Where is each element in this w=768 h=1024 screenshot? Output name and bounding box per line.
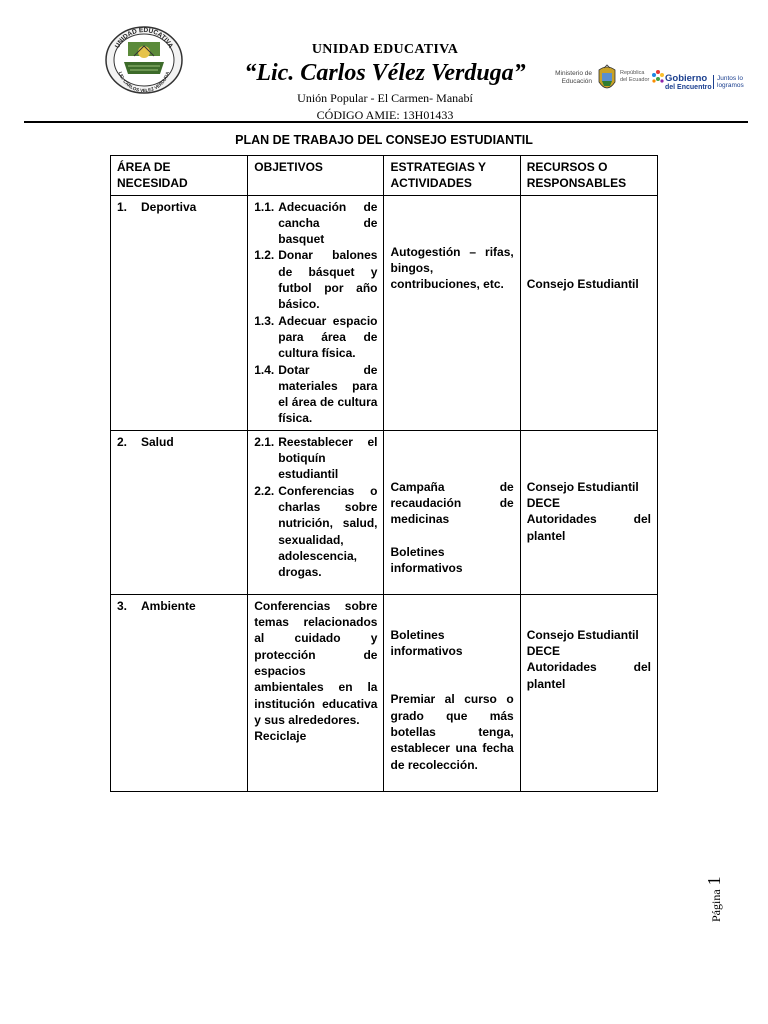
school-amie-code: CÓDIGO AMIE: 13H01433 xyxy=(316,108,454,122)
page-label: Página xyxy=(709,889,723,922)
page-number xyxy=(704,876,725,922)
header-divider xyxy=(24,121,748,123)
area-cell xyxy=(111,594,248,791)
resources-cell xyxy=(520,195,657,430)
strategy-text: Autogestión – rifas, bingos, contribuciones, etc. xyxy=(390,244,514,292)
ministerio-label: Ministerio de Educación xyxy=(555,70,592,85)
strategy-text: Premiar al curso o grado que más botellas tenga, establecer una fecha de recolección. xyxy=(390,692,514,772)
resource-text: Autoridades del plantel xyxy=(526,660,651,691)
gobierno-star-icon xyxy=(651,66,665,96)
objective-item: 1.2. Donar balones de básquet y futbol por año básico. xyxy=(254,248,378,312)
logo-arc-bottom: LIC. CARLOS VELEZ VERDUGA xyxy=(117,71,171,94)
ecuador-coat-of-arms-icon xyxy=(596,64,618,96)
school-location: Unión Popular - El Carmen- Manabí xyxy=(297,91,473,105)
resource-text: Consejo Estudiantil xyxy=(526,479,639,494)
objective-item: 2.1. Reestablecer el botiquín estudiantil xyxy=(254,434,378,482)
objective-text: Reciclaje xyxy=(254,729,307,744)
strategy-text: Boletines informativos xyxy=(390,627,463,659)
school-logo xyxy=(104,22,184,94)
objective-item: 1.4. Dotar de materiales para el área de cultura física. xyxy=(254,362,378,426)
area-number: 1. xyxy=(117,199,128,214)
resource-text: Consejo Estudiantil xyxy=(526,276,639,291)
resources-cell xyxy=(520,430,657,594)
page-number-value: 1 xyxy=(704,876,724,886)
strategy-text: Boletines informativos xyxy=(390,544,463,575)
school-name: “Lic. Carlos Vélez Verduga” xyxy=(244,60,526,86)
table-row xyxy=(111,594,658,791)
objective-text: Conferencias sobre temas relacionados al cuidado y protección de espacios ambientales en la institución educativa y sus alrededores. xyxy=(254,598,378,727)
gobierno-line-1: Gobierno xyxy=(665,73,708,84)
logo-arc-top: UNIDAD EDUCATIVA xyxy=(114,26,174,50)
header-block xyxy=(230,42,540,123)
gobierno-logo xyxy=(651,64,744,98)
objectives-cell xyxy=(248,594,384,791)
objective-item: 1.1. Adecuación de cancha de basquet xyxy=(254,199,378,247)
resource-text: DECE xyxy=(526,644,561,659)
gobierno-text xyxy=(665,74,712,92)
strategies-cell xyxy=(384,195,520,430)
strategy-text: Campaña de recaudación de medicinas xyxy=(390,479,514,527)
juntos-label: Juntos lo logramos xyxy=(713,75,744,89)
strategies-cell xyxy=(384,594,520,791)
resource-text: DECE xyxy=(526,496,561,511)
header-area: ÁREA DE NECESIDAD xyxy=(111,156,248,196)
area-name: Deportiva xyxy=(141,199,197,214)
area-number: 2. xyxy=(117,434,128,449)
objectives-cell xyxy=(248,195,384,430)
objective-item: 1.3. Adecuar espacio para área de cultura física. xyxy=(254,313,378,361)
table-row xyxy=(111,430,658,594)
strategies-cell xyxy=(384,430,520,594)
government-logos xyxy=(548,64,744,98)
resources-cell xyxy=(520,594,657,791)
table-row xyxy=(111,195,658,430)
header-recursos: RECURSOS O RESPONSABLES xyxy=(520,156,657,196)
header-estrategias: ESTRATEGIAS Y ACTIVIDADES xyxy=(384,156,520,196)
resource-text: Consejo Estudiantil xyxy=(526,627,639,642)
area-cell xyxy=(111,195,248,430)
header-objetivos: OBJETIVOS xyxy=(248,156,384,196)
objectives-cell xyxy=(248,430,384,594)
document-title: PLAN DE TRABAJO DEL CONSEJO ESTUDIANTIL xyxy=(235,133,533,147)
area-cell xyxy=(111,430,248,594)
plan-table xyxy=(110,155,658,792)
table-header-row xyxy=(111,156,658,196)
resource-text: Autoridades del plantel xyxy=(526,512,651,543)
area-number: 3. xyxy=(117,598,128,613)
objective-item: 2.2. Conferencias o charlas sobre nutrición, salud, sexualidad, adolescencia, drogas. xyxy=(254,483,378,580)
republica-label: República del Ecuador xyxy=(620,70,650,83)
school-type: UNIDAD EDUCATIVA xyxy=(311,42,459,57)
gobierno-line-2: del Encuentro xyxy=(665,84,712,91)
area-name: Ambiente xyxy=(141,598,196,613)
area-name: Salud xyxy=(141,434,174,449)
